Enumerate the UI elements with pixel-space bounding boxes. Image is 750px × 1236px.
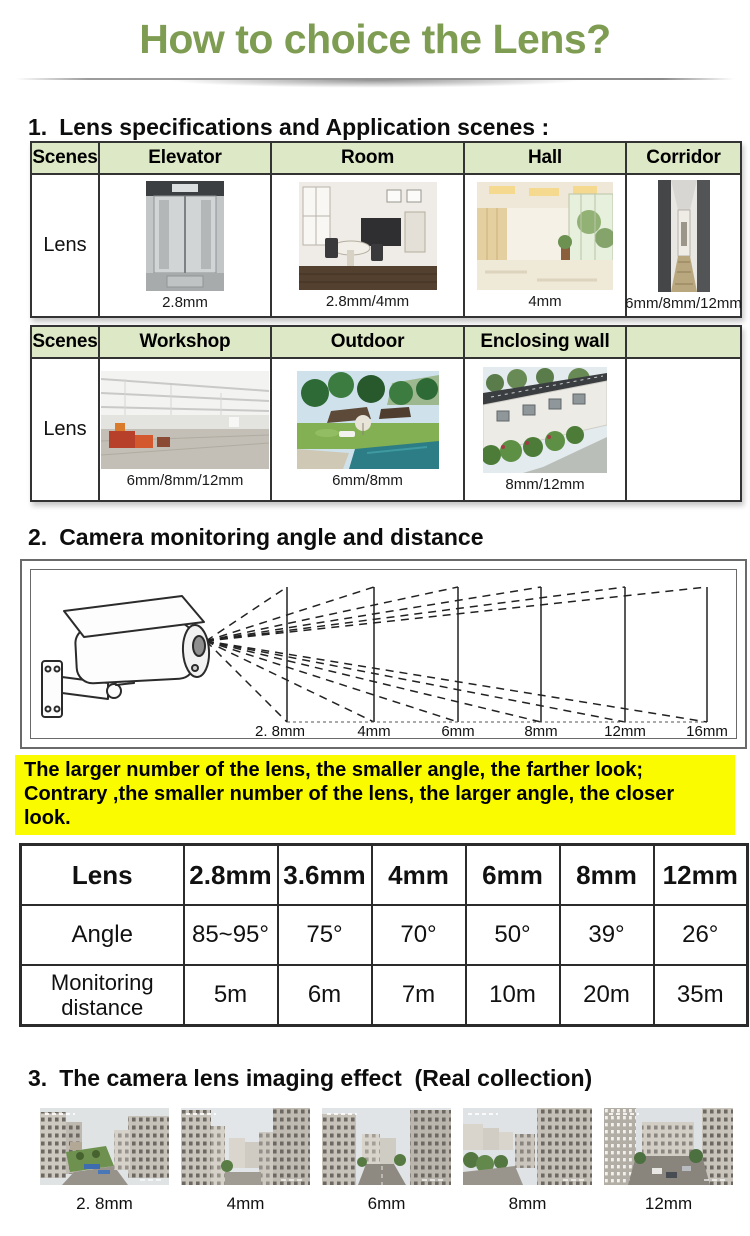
- shot-label: 12mm: [644, 1194, 693, 1213]
- cell-outdoor: [271, 358, 464, 501]
- imaging-strip: [40, 1108, 750, 1214]
- diagram-inner-frame: [30, 569, 737, 739]
- imaging-shot-6mm: [322, 1108, 451, 1214]
- table-row: [31, 326, 741, 358]
- distance-label: 12mm: [604, 723, 646, 737]
- section-3-heading: [28, 1065, 750, 1092]
- sight-lines: [206, 587, 707, 722]
- lens-header: 4mm: [372, 845, 466, 906]
- cell-empty: [626, 358, 741, 501]
- cell-enclosing-wall: [464, 358, 626, 501]
- imaging-shot-2-8mm: [40, 1108, 169, 1214]
- highlight-note: [15, 755, 735, 835]
- distance-labels: [255, 723, 728, 737]
- shot-label: 6mm: [367, 1194, 406, 1213]
- section-3-title: The camera lens imaging effect (Real collection): [59, 1065, 593, 1091]
- distance-value: 7m: [372, 965, 466, 1026]
- lens-header: 3.6mm: [278, 845, 372, 906]
- distance-value: 6m: [278, 965, 372, 1026]
- corner-cell-scenes: Scenes: [31, 142, 99, 174]
- table-row: [21, 905, 748, 965]
- photo-elevator: [146, 181, 224, 291]
- imaging-shot-4mm: [181, 1108, 310, 1214]
- scene-header-elevator: Elevator: [99, 142, 271, 174]
- lens-header: 2.8mm: [184, 845, 278, 906]
- note-line-3: look.: [24, 807, 71, 829]
- title-divider: [16, 78, 734, 96]
- lens-row-label: Lens: [31, 174, 99, 317]
- city-photo-4mm: [181, 1108, 310, 1185]
- lens-header: 12mm: [654, 845, 748, 906]
- scene-header-enclosing-wall: Enclosing wall: [464, 326, 626, 358]
- distance-value: 5m: [184, 965, 278, 1026]
- lens-spec-table: [19, 843, 749, 1027]
- lens-value: 2.8mm: [162, 293, 208, 311]
- scene-header-empty: [626, 326, 741, 358]
- cell-room: [271, 174, 464, 317]
- distance-row-label: Monitoring distance: [21, 965, 184, 1026]
- angle-value: 26°: [654, 905, 748, 965]
- shot-label: 2. 8mm: [76, 1194, 133, 1213]
- cell-corridor: [626, 174, 741, 317]
- photo-hall: [477, 182, 613, 290]
- lens-value: 6mm/8mm/12mm: [126, 471, 244, 489]
- scene-header-workshop: Workshop: [99, 326, 271, 358]
- imaging-shot-12mm: [604, 1108, 733, 1214]
- section-2-heading: [28, 524, 750, 551]
- shot-label: 4mm: [226, 1194, 265, 1213]
- lens-header: 8mm: [560, 845, 654, 906]
- lens-value: 4mm: [528, 292, 562, 310]
- section-1-title: Lens specifications and Application scenes :: [59, 114, 550, 140]
- distance-value: 35m: [654, 965, 748, 1026]
- lens-value: 6mm/8mm: [332, 471, 403, 489]
- table-row: [21, 845, 748, 906]
- city-photo-8mm: [463, 1108, 592, 1185]
- table-row: [31, 142, 741, 174]
- distance-value: 20m: [560, 965, 654, 1026]
- table-row: [31, 358, 741, 501]
- angle-value: 50°: [466, 905, 560, 965]
- scene-header-room: Room: [271, 142, 464, 174]
- corner-cell-scenes: Scenes: [31, 326, 99, 358]
- lens-header: 6mm: [466, 845, 560, 906]
- camera-illustration: [42, 596, 210, 717]
- lens-value: 6mm/8mm/12mm: [625, 294, 742, 312]
- lens-header: Lens: [21, 845, 184, 906]
- section-1-heading: [28, 114, 750, 141]
- scene-header-outdoor: Outdoor: [271, 326, 464, 358]
- distance-label: 6mm: [441, 723, 475, 737]
- shot-label: 8mm: [508, 1194, 547, 1213]
- photo-enclosing-wall: [483, 367, 607, 473]
- page-title: How to choice the Lens?: [139, 16, 611, 62]
- scenes-table-group-2: [30, 325, 742, 502]
- angle-distance-diagram: [20, 559, 747, 749]
- cell-workshop: [99, 358, 271, 501]
- distance-markers: [287, 587, 707, 722]
- section-2-title: Camera monitoring angle and distance: [59, 524, 484, 550]
- distance-label: 16mm: [686, 723, 728, 737]
- section-1-number: 1.: [28, 114, 48, 140]
- diagram-drawing: [34, 571, 733, 737]
- distance-label: 4mm: [357, 723, 391, 737]
- lens-value: 2.8mm/4mm: [325, 292, 410, 310]
- angle-value: 85~95°: [184, 905, 278, 965]
- lens-value: 8mm/12mm: [505, 475, 585, 493]
- distance-value: 10m: [466, 965, 560, 1026]
- scene-header-corridor: Corridor: [626, 142, 741, 174]
- photo-room: [299, 182, 437, 290]
- section-2-number: 2.: [28, 524, 48, 550]
- distance-label: 2. 8mm: [254, 723, 306, 737]
- city-photo-6mm: [322, 1108, 451, 1185]
- table-row: [21, 965, 748, 1026]
- note-line-1: The larger number of the lens, the smaller angle, the farther look;: [24, 759, 644, 781]
- angle-value: 70°: [372, 905, 466, 965]
- cell-elevator: [99, 174, 271, 317]
- imaging-shot-8mm: [463, 1108, 592, 1214]
- city-photo-12mm: [604, 1108, 733, 1185]
- lens-row-label: Lens: [31, 358, 99, 501]
- photo-outdoor: [297, 371, 439, 469]
- photo-corridor: [658, 180, 710, 292]
- scenes-table-group-1: [30, 141, 742, 318]
- angle-value: 39°: [560, 905, 654, 965]
- city-photo-2-8mm: [40, 1108, 169, 1185]
- angle-row-label: Angle: [21, 905, 184, 965]
- scene-header-hall: Hall: [464, 142, 626, 174]
- photo-workshop: [101, 371, 269, 469]
- table-row: [31, 174, 741, 317]
- angle-value: 75°: [278, 905, 372, 965]
- note-line-2: Contrary ,the smaller number of the lens, the larger angle, the closer: [24, 783, 675, 805]
- section-3-number: 3.: [28, 1065, 48, 1091]
- cell-hall: [464, 174, 626, 317]
- distance-label: 8mm: [524, 723, 558, 737]
